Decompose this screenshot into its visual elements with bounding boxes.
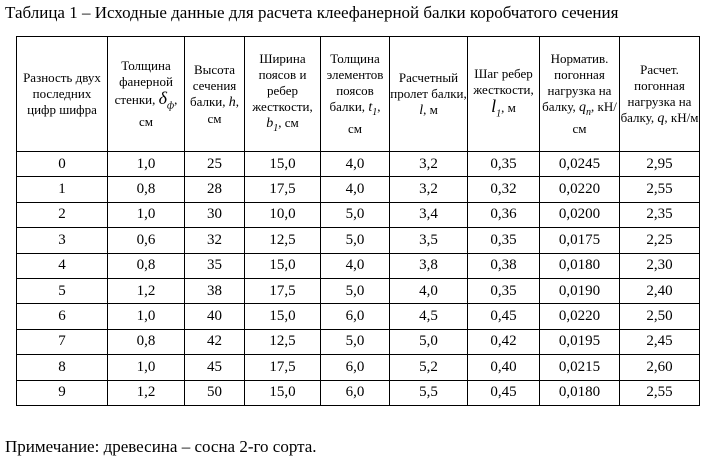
- data-table: [16, 36, 700, 406]
- column-header-subscript: n: [586, 106, 591, 118]
- table-cell: 0: [17, 152, 108, 177]
- table-cell: 1,0: [108, 304, 185, 329]
- table-cell: 7: [17, 329, 108, 354]
- table-cell: 17,5: [245, 278, 321, 303]
- table-cell: 4,0: [390, 278, 468, 303]
- column-header: [185, 37, 245, 152]
- table-cell: 6: [17, 304, 108, 329]
- table-cell: 2,95: [620, 152, 700, 177]
- table-cell: 32: [185, 228, 245, 253]
- table-cell: 0,40: [468, 355, 540, 380]
- table-cell: 0,0195: [540, 329, 620, 354]
- table-cell: 3,4: [390, 202, 468, 227]
- table-cell: 0,42: [468, 329, 540, 354]
- table-cell: 0,0190: [540, 278, 620, 303]
- table-cell: 2: [17, 202, 108, 227]
- table-cell: 42: [185, 329, 245, 354]
- column-header-unit: , см: [207, 93, 239, 126]
- column-header-unit: , м: [423, 101, 438, 117]
- table-cell: 17,5: [245, 355, 321, 380]
- column-header-label: Разность двух последних цифр шифра: [23, 70, 101, 117]
- table-cell: 1,2: [108, 380, 185, 405]
- table-cell: 2,30: [620, 253, 700, 278]
- table-cell: 50: [185, 380, 245, 405]
- table-row: [17, 304, 700, 329]
- table-cell: 0,0180: [540, 253, 620, 278]
- column-header: [108, 37, 185, 152]
- column-header-variable: l: [419, 102, 424, 118]
- table-cell: 1,0: [108, 355, 185, 380]
- column-header-unit: , м: [501, 99, 516, 115]
- table-cell: 15,0: [245, 304, 321, 329]
- column-header-variable: l: [491, 95, 497, 116]
- table-row: [17, 355, 700, 380]
- table-cell: 0,35: [468, 278, 540, 303]
- column-header-label: Высота сечения балки,: [189, 61, 237, 109]
- column-header-unit: , кН/м: [664, 109, 699, 125]
- table-cell: 0,38: [468, 253, 540, 278]
- table-cell: 2,45: [620, 329, 700, 354]
- table-cell: 5,0: [321, 329, 390, 354]
- table-row: [17, 253, 700, 278]
- column-header-label: Расчетный пролет балки,: [390, 69, 467, 101]
- column-header-subscript: 1: [372, 106, 378, 118]
- table-cell: 0,6: [108, 228, 185, 253]
- column-header: [321, 37, 390, 152]
- table-cell: 12,5: [245, 228, 321, 253]
- column-header-symbol: [491, 95, 502, 120]
- table-cell: 0,0245: [540, 152, 620, 177]
- table-cell: 40: [185, 304, 245, 329]
- table-cell: 30: [185, 202, 245, 227]
- table-caption: Таблица 1 – Исходные данные для расчета клеефанерной балки коробчатого сечения: [5, 3, 619, 22]
- table-cell: 15,0: [245, 253, 321, 278]
- column-header-subscript: 1: [496, 108, 502, 120]
- table-row: [17, 228, 700, 253]
- column-header-subscript: ф: [166, 100, 175, 112]
- table-cell: 0,0175: [540, 228, 620, 253]
- table-cell: 3,5: [390, 228, 468, 253]
- table-cell: 0,0200: [540, 202, 620, 227]
- column-header-symbol: [229, 95, 236, 110]
- column-header-variable: t: [368, 100, 373, 116]
- table-cell: 8: [17, 355, 108, 380]
- table-cell: 5,0: [321, 202, 390, 227]
- column-header-symbol: [579, 100, 591, 118]
- table-cell: 3: [17, 228, 108, 253]
- column-header-symbol: [368, 100, 378, 118]
- column-header-label: Расчет. погонная нагрузка на балку,: [620, 61, 692, 125]
- table-cell: 5: [17, 278, 108, 303]
- column-header: [245, 37, 321, 152]
- column-header: [540, 37, 620, 152]
- column-header-subscript: 1: [273, 122, 279, 134]
- table-row: [17, 380, 700, 405]
- table-cell: 4,5: [390, 304, 468, 329]
- table-cell: 1,0: [108, 152, 185, 177]
- table-note: Примечание: древесина – сосна 2-го сорта.: [5, 437, 317, 456]
- table-cell: 3,2: [390, 177, 468, 202]
- table-cell: 9: [17, 380, 108, 405]
- column-header-label: Толщина фанерной стенки,: [114, 57, 173, 107]
- table-cell: 0,36: [468, 202, 540, 227]
- table-cell: 45: [185, 355, 245, 380]
- table-cell: 0,0180: [540, 380, 620, 405]
- table-cell: 0,8: [108, 329, 185, 354]
- table-cell: 4,0: [321, 177, 390, 202]
- table-cell: 38: [185, 278, 245, 303]
- column-header: [390, 37, 468, 152]
- table-cell: 0,0220: [540, 177, 620, 202]
- table-row: [17, 152, 700, 177]
- column-header-variable: h: [228, 94, 236, 110]
- column-header-variable: b: [266, 116, 274, 132]
- table-cell: 4,0: [321, 152, 390, 177]
- column-header-unit: , см: [139, 91, 178, 130]
- table-cell: 12,5: [245, 329, 321, 354]
- column-header-symbol: [266, 116, 279, 134]
- table-cell: 3,8: [390, 253, 468, 278]
- table-cell: 0,0220: [540, 304, 620, 329]
- table-cell: 0,8: [108, 177, 185, 202]
- column-header-variable: q: [579, 100, 586, 116]
- table-cell: 15,0: [245, 380, 321, 405]
- table-cell: 1,2: [108, 278, 185, 303]
- table-cell: 10,0: [245, 202, 321, 227]
- table-cell: 2,55: [620, 177, 700, 202]
- table-body: [17, 152, 700, 406]
- column-header: [17, 37, 108, 152]
- column-header-symbol: [158, 87, 175, 112]
- table-cell: 4,0: [321, 253, 390, 278]
- table-cell: 17,5: [245, 177, 321, 202]
- column-header-unit: , кН/см: [572, 99, 617, 136]
- column-header-unit: , см: [348, 99, 381, 136]
- table-cell: 2,25: [620, 228, 700, 253]
- column-header-unit: , см: [278, 115, 299, 131]
- column-header-variable: δ: [158, 87, 167, 108]
- column-header: [620, 37, 700, 152]
- table-cell: 5,5: [390, 380, 468, 405]
- header-row: [17, 37, 700, 152]
- column-header-label: Ширина поясов и ребер жесткости,: [252, 51, 313, 115]
- table-cell: 6,0: [321, 355, 390, 380]
- table-row: [17, 202, 700, 227]
- table-cell: 1: [17, 177, 108, 202]
- table-cell: 35: [185, 253, 245, 278]
- table-cell: 0,35: [468, 152, 540, 177]
- table-row: [17, 329, 700, 354]
- table-cell: 15,0: [245, 152, 321, 177]
- table-cell: 0,32: [468, 177, 540, 202]
- table-cell: 3,2: [390, 152, 468, 177]
- table-cell: 2,50: [620, 304, 700, 329]
- table-cell: 6,0: [321, 380, 390, 405]
- table-cell: 5,0: [321, 228, 390, 253]
- table-cell: 2,60: [620, 355, 700, 380]
- column-header-label: Толщина элементов поясов балки,: [326, 51, 384, 115]
- table-cell: 5,0: [321, 278, 390, 303]
- table-row: [17, 177, 700, 202]
- table-cell: 0,0215: [540, 355, 620, 380]
- table-cell: 0,8: [108, 253, 185, 278]
- table-cell: 5,0: [390, 329, 468, 354]
- table-cell: 6,0: [321, 304, 390, 329]
- column-header-label: Норматив. погонная нагрузка на балку,: [542, 51, 612, 115]
- column-header-variable: q: [657, 110, 665, 126]
- table-cell: 0,35: [468, 228, 540, 253]
- table-cell: 5,2: [390, 355, 468, 380]
- table-cell: 28: [185, 177, 245, 202]
- column-header-label: Шаг ребер жесткости,: [473, 65, 534, 97]
- table-cell: 2,40: [620, 278, 700, 303]
- table-cell: 2,35: [620, 202, 700, 227]
- table-cell: 1,0: [108, 202, 185, 227]
- column-header: [468, 37, 540, 152]
- table-cell: 0,45: [468, 304, 540, 329]
- table-row: [17, 278, 700, 303]
- table-cell: 2,55: [620, 380, 700, 405]
- table-cell: 4: [17, 253, 108, 278]
- table-cell: 0,45: [468, 380, 540, 405]
- table-cell: 25: [185, 152, 245, 177]
